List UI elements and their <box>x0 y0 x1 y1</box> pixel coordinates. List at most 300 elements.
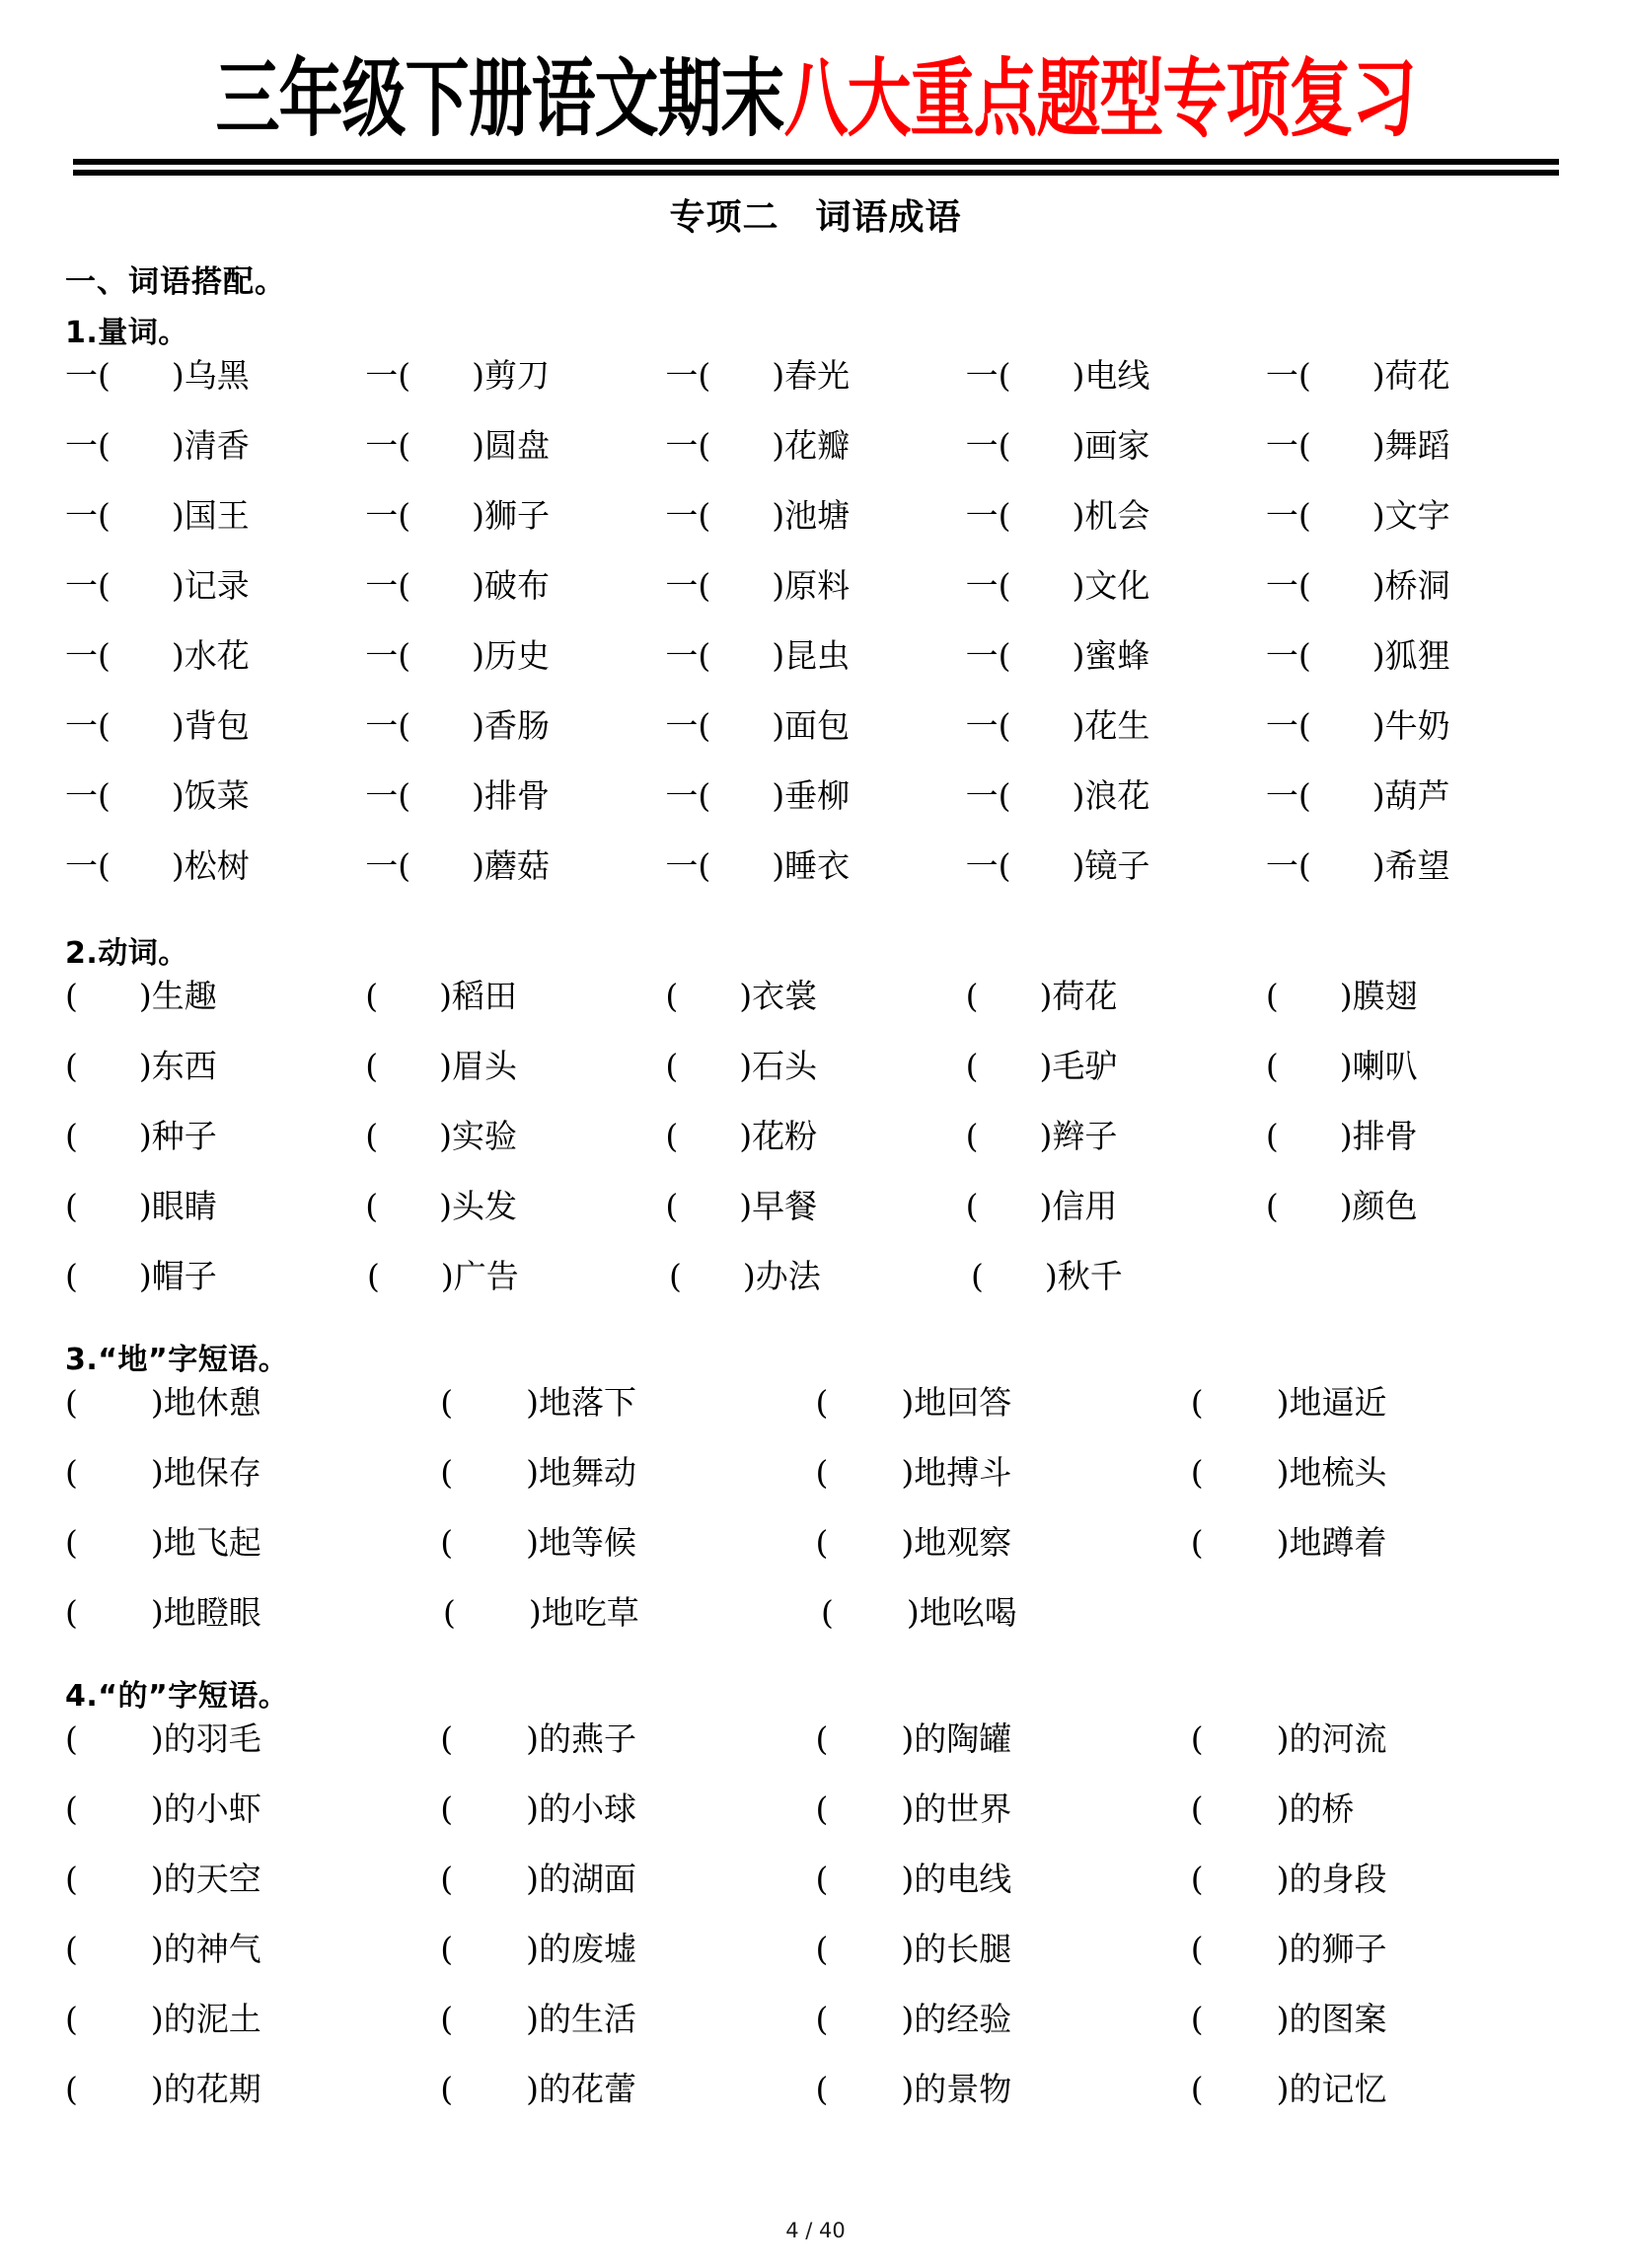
answer-blank-item[interactable] <box>669 1256 971 1295</box>
answer-blank-item[interactable] <box>1265 425 1566 465</box>
answer-blank-item[interactable] <box>1265 1046 1566 1085</box>
blank-suffix: ) <box>171 425 185 465</box>
blank-prefix: ( <box>1265 1186 1279 1225</box>
blank-prefix: 一( <box>1265 565 1311 605</box>
subtitle: 专项二 词语成语 <box>669 197 962 238</box>
blank-suffix: ) <box>1072 845 1085 885</box>
blank-prefix: ( <box>1190 1382 1204 1422</box>
answer-blank-item[interactable] <box>965 705 1266 745</box>
blank-suffix: ) <box>1072 425 1085 465</box>
blank-prefix: ( <box>1190 1929 1204 1968</box>
blank-suffix: )的 <box>526 1859 571 1898</box>
blank-suffix: ) <box>472 565 484 605</box>
answer-blank-item[interactable] <box>965 495 1266 535</box>
answer-blank-item[interactable] <box>665 775 965 815</box>
answer-word: 喇叭 <box>1352 1046 1418 1085</box>
blank-suffix: )的 <box>526 1929 571 1968</box>
answer-blank-item[interactable] <box>365 705 665 745</box>
answer-word: 瞪眼 <box>195 1592 261 1632</box>
blank-suffix: )地 <box>906 1592 952 1632</box>
blank-suffix: ) <box>171 495 185 535</box>
answer-blank-item[interactable] <box>665 635 965 675</box>
answer-blank-item[interactable] <box>965 565 1266 605</box>
blank-prefix: 一( <box>65 635 111 675</box>
answer-blank-item[interactable] <box>443 1592 821 1632</box>
blank-suffix: ) <box>138 976 152 1015</box>
blank-suffix: )地 <box>526 1522 571 1562</box>
answer-word: 羽毛 <box>195 1719 261 1758</box>
answer-blank-item[interactable] <box>365 845 665 885</box>
blank-suffix: ) <box>171 705 185 745</box>
blank-prefix: ( <box>365 1116 379 1155</box>
blank-prefix: ( <box>821 1592 834 1632</box>
answer-blank-item[interactable] <box>815 1859 1191 1898</box>
answer-word: 桥 <box>1321 1789 1355 1828</box>
answer-blank-item[interactable] <box>365 1116 665 1155</box>
blank-prefix: ( <box>440 1719 454 1758</box>
answer-blank-item[interactable] <box>1265 1186 1566 1225</box>
group-liangci <box>65 317 1566 919</box>
answer-blank-item[interactable] <box>965 1116 1266 1155</box>
blank-prefix: ( <box>65 1256 78 1295</box>
blank-prefix: ( <box>1190 1452 1204 1492</box>
answer-word: 飞起 <box>195 1522 261 1562</box>
group-grid <box>65 1719 1566 2143</box>
blank-prefix: 一( <box>665 355 711 395</box>
blank-prefix: 一( <box>665 495 711 535</box>
answer-blank-item[interactable] <box>65 1116 365 1155</box>
blank-suffix: )的 <box>526 2069 571 2108</box>
answer-row <box>65 1186 1566 1260</box>
answer-blank-item[interactable] <box>965 635 1266 675</box>
group-heading: 3.“地”字短语。 <box>65 1342 289 1377</box>
blank-prefix: ( <box>365 976 379 1015</box>
blank-prefix: 一( <box>365 635 411 675</box>
answer-word: 梳头 <box>1321 1452 1387 1492</box>
answer-blank-item[interactable] <box>65 1859 440 1898</box>
answer-blank-item[interactable] <box>1265 355 1566 395</box>
blank-suffix: ) <box>1372 355 1385 395</box>
answer-blank-item[interactable] <box>1190 1719 1566 1758</box>
answer-blank-item[interactable] <box>1190 2069 1566 2108</box>
blank-suffix: )的 <box>526 1719 571 1758</box>
answer-blank-item[interactable] <box>665 845 965 885</box>
answer-blank-item[interactable] <box>1265 976 1566 1015</box>
blank-suffix: )地 <box>526 1452 571 1492</box>
answer-word: 天空 <box>195 1859 261 1898</box>
answer-word: 花蕾 <box>571 2069 636 2108</box>
blank-suffix: ) <box>472 845 484 885</box>
answer-word: 衣裳 <box>752 976 818 1015</box>
answer-blank-item[interactable] <box>665 705 965 745</box>
blank-suffix: ) <box>138 1256 152 1295</box>
answer-blank-item[interactable] <box>365 425 665 465</box>
blank-prefix: 一( <box>365 565 411 605</box>
page-title-black-part: 三年级下册语文期末 <box>215 50 784 149</box>
blank-suffix: ) <box>1372 635 1385 675</box>
answer-word: 河流 <box>1321 1719 1387 1758</box>
answer-blank-item[interactable] <box>440 1382 815 1422</box>
answer-word: 电线 <box>1084 355 1150 395</box>
answer-blank-item[interactable] <box>65 565 365 605</box>
blank-prefix: 一( <box>365 425 411 465</box>
answer-blank-item[interactable] <box>440 1859 815 1898</box>
answer-blank-item[interactable] <box>65 1789 440 1828</box>
answer-blank-item[interactable] <box>971 1256 1273 1295</box>
blank-suffix: ) <box>1044 1256 1058 1295</box>
answer-blank-item[interactable] <box>440 1999 815 2038</box>
answer-blank-item[interactable] <box>665 355 965 395</box>
answer-blank-item[interactable] <box>65 1522 440 1562</box>
answer-blank-item[interactable] <box>1190 1999 1566 2038</box>
answer-blank-item[interactable] <box>1265 495 1566 535</box>
answer-word: 垂柳 <box>784 775 851 815</box>
answer-word: 湖面 <box>571 1859 636 1898</box>
answer-blank-item[interactable] <box>1190 1382 1566 1422</box>
answer-blank-item[interactable] <box>1265 705 1566 745</box>
title-underline-bottom <box>73 170 1559 176</box>
answer-blank-item[interactable] <box>1265 565 1566 605</box>
blank-prefix: ( <box>65 1929 78 1968</box>
answer-word: 帽子 <box>151 1256 217 1295</box>
answer-blank-item[interactable] <box>65 425 365 465</box>
blank-suffix: ) <box>1339 1186 1353 1225</box>
blank-suffix: )的 <box>150 1859 196 1898</box>
answer-row <box>65 1046 1566 1120</box>
answer-blank-item[interactable] <box>440 1522 815 1562</box>
blank-prefix: ( <box>440 1452 454 1492</box>
group-heading: 4.“的”字短语。 <box>65 1678 289 1714</box>
answer-word: 逼近 <box>1321 1382 1387 1422</box>
answer-row <box>65 1929 1566 2003</box>
blank-suffix: ) <box>171 635 185 675</box>
answer-word: 蹲着 <box>1321 1522 1387 1562</box>
blank-suffix: ) <box>439 1186 452 1225</box>
blank-suffix: ) <box>1072 355 1085 395</box>
blank-prefix: ( <box>65 1522 78 1562</box>
answer-blank-item[interactable] <box>65 635 365 675</box>
blank-prefix: 一( <box>665 565 711 605</box>
blank-suffix: ) <box>1339 1116 1353 1155</box>
answer-word: 头发 <box>451 1186 517 1225</box>
answer-word: 荷花 <box>1052 976 1118 1015</box>
answer-word: 信用 <box>1052 1186 1118 1225</box>
answer-row <box>65 495 1566 569</box>
blank-prefix: 一( <box>65 355 111 395</box>
answer-word: 破布 <box>483 565 550 605</box>
answer-blank-item[interactable] <box>65 775 365 815</box>
blank-prefix: ( <box>665 976 679 1015</box>
answer-word: 荷花 <box>1384 355 1450 395</box>
blank-suffix: ) <box>1372 425 1385 465</box>
group-grid <box>65 1382 1566 1666</box>
answer-blank-item[interactable] <box>365 976 665 1015</box>
blank-prefix: 一( <box>665 775 711 815</box>
blank-suffix: )的 <box>526 1999 571 2038</box>
blank-suffix: ) <box>472 355 484 395</box>
blank-suffix: ) <box>1372 705 1385 745</box>
answer-word: 国王 <box>184 495 250 535</box>
answer-word: 稻田 <box>451 976 517 1015</box>
answer-word: 松树 <box>184 845 250 885</box>
answer-blank-item[interactable] <box>815 1789 1191 1828</box>
blank-prefix: ( <box>1190 1522 1204 1562</box>
answer-word: 泥土 <box>195 1999 261 2038</box>
answer-blank-item[interactable] <box>1265 1116 1566 1155</box>
answer-word: 记录 <box>184 565 250 605</box>
answer-blank-item[interactable] <box>1265 635 1566 675</box>
answer-blank-item[interactable] <box>440 1929 815 1968</box>
answer-blank-item[interactable] <box>665 1186 965 1225</box>
blank-suffix: ) <box>138 1046 152 1085</box>
answer-blank-item[interactable] <box>965 976 1266 1015</box>
blank-suffix: )的 <box>901 2069 947 2108</box>
blank-prefix: ( <box>65 1999 78 2038</box>
answer-row <box>65 1859 1566 1933</box>
answer-blank-item[interactable] <box>815 1382 1191 1422</box>
answer-word: 历史 <box>483 635 550 675</box>
blank-suffix: )地 <box>1276 1452 1322 1492</box>
blank-prefix: ( <box>65 1719 78 1758</box>
answer-word: 生活 <box>571 1999 636 2038</box>
answer-blank-item[interactable] <box>815 1452 1191 1492</box>
answer-blank-item[interactable] <box>440 1452 815 1492</box>
blank-suffix: ) <box>772 565 785 605</box>
blank-prefix: 一( <box>965 425 1011 465</box>
answer-word: 排骨 <box>483 775 550 815</box>
answer-blank-item[interactable] <box>965 355 1266 395</box>
answer-blank-item[interactable] <box>440 2069 815 2108</box>
answer-blank-item[interactable] <box>665 565 965 605</box>
answer-blank-item[interactable] <box>365 635 665 675</box>
blank-prefix: ( <box>669 1256 682 1295</box>
answer-blank-item[interactable] <box>815 1929 1191 1968</box>
answer-blank-item[interactable] <box>65 1046 365 1085</box>
blank-prefix: ( <box>440 1522 454 1562</box>
blank-suffix: ) <box>739 1046 753 1085</box>
blank-prefix: 一( <box>65 775 111 815</box>
blank-prefix: 一( <box>65 495 111 535</box>
answer-row <box>65 1382 1566 1456</box>
answer-blank-item[interactable] <box>440 1789 815 1828</box>
blank-prefix: 一( <box>1265 495 1311 535</box>
answer-blank-item[interactable] <box>1265 845 1566 885</box>
blank-prefix: ( <box>1190 1789 1204 1828</box>
answer-blank-item[interactable] <box>65 2069 440 2108</box>
blank-prefix: 一( <box>965 565 1011 605</box>
answer-blank-item[interactable] <box>1190 1522 1566 1562</box>
answer-word: 图案 <box>1321 1999 1387 2038</box>
blank-prefix: ( <box>815 1929 829 1968</box>
answer-word: 早餐 <box>752 1186 818 1225</box>
blank-suffix: ) <box>1339 1046 1353 1085</box>
blank-suffix: ) <box>1039 976 1053 1015</box>
group-heading: 2.动词。 <box>65 935 188 971</box>
answer-word: 文化 <box>1084 565 1150 605</box>
blank-suffix: ) <box>772 355 785 395</box>
answer-word: 燕子 <box>571 1719 636 1758</box>
blank-suffix: ) <box>472 425 484 465</box>
answer-blank-item[interactable] <box>815 1719 1191 1758</box>
answer-blank-item[interactable] <box>365 775 665 815</box>
answer-word: 废墟 <box>571 1929 636 1968</box>
answer-word: 春光 <box>784 355 851 395</box>
blank-prefix: ( <box>965 1186 979 1225</box>
answer-word: 香肠 <box>483 705 550 745</box>
answer-word: 毛驴 <box>1052 1046 1118 1085</box>
blank-suffix: )的 <box>1276 1999 1322 2038</box>
answer-blank-item[interactable] <box>65 495 365 535</box>
answer-blank-item[interactable] <box>65 1382 440 1422</box>
blank-suffix: )的 <box>150 1929 196 1968</box>
blank-suffix: )地 <box>528 1592 574 1632</box>
answer-word: 花粉 <box>752 1116 818 1155</box>
answer-blank-item[interactable] <box>965 845 1266 885</box>
answer-blank-item[interactable] <box>815 2069 1191 2108</box>
answer-blank-item[interactable] <box>665 976 965 1015</box>
answer-blank-item[interactable] <box>1190 1929 1566 1968</box>
answer-blank-item[interactable] <box>365 355 665 395</box>
answer-word: 狮子 <box>1321 1929 1387 1968</box>
answer-blank-item[interactable] <box>65 355 365 395</box>
answer-blank-item[interactable] <box>65 976 365 1015</box>
answer-blank-item[interactable] <box>65 1186 365 1225</box>
answer-row <box>65 705 1566 779</box>
blank-suffix: )地 <box>901 1452 947 1492</box>
answer-word: 吆喝 <box>951 1592 1017 1632</box>
blank-suffix: ) <box>472 775 484 815</box>
answer-word: 广告 <box>453 1256 519 1295</box>
answer-word: 小球 <box>571 1789 636 1828</box>
answer-blank-item[interactable] <box>965 425 1266 465</box>
answer-blank-item[interactable] <box>365 495 665 535</box>
blank-suffix: ) <box>439 1116 452 1155</box>
blank-suffix: ) <box>772 705 785 745</box>
answer-blank-item[interactable] <box>65 1452 440 1492</box>
blank-suffix: ) <box>171 775 185 815</box>
answer-blank-item[interactable] <box>65 1999 440 2038</box>
answer-row <box>65 1452 1566 1526</box>
group-dongci <box>65 937 1566 1330</box>
blank-suffix: ) <box>1039 1116 1053 1155</box>
answer-word: 舞蹈 <box>1384 425 1450 465</box>
answer-word: 办法 <box>755 1256 821 1295</box>
blank-prefix: ( <box>965 976 979 1015</box>
group-grid <box>65 355 1566 919</box>
answer-blank-item[interactable] <box>365 1046 665 1085</box>
answer-blank-item[interactable] <box>665 495 965 535</box>
answer-word: 狮子 <box>483 495 550 535</box>
answer-blank-item[interactable] <box>965 775 1266 815</box>
answer-row <box>65 1592 1566 1666</box>
answer-word: 原料 <box>784 565 851 605</box>
answer-word: 生趣 <box>151 976 217 1015</box>
blank-prefix: 一( <box>965 705 1011 745</box>
blank-prefix: 一( <box>665 705 711 745</box>
blank-prefix: ( <box>965 1116 979 1155</box>
answer-blank-item[interactable] <box>365 1186 665 1225</box>
answer-blank-item[interactable] <box>365 565 665 605</box>
answer-row <box>65 425 1566 499</box>
answer-word: 花瓣 <box>784 425 851 465</box>
answer-word: 狐狸 <box>1384 635 1450 675</box>
blank-prefix: 一( <box>1265 635 1311 675</box>
answer-row <box>65 1719 1566 1792</box>
blank-suffix: ) <box>138 1186 152 1225</box>
blank-prefix: ( <box>443 1592 456 1632</box>
blank-prefix: ( <box>65 1046 78 1085</box>
answer-word: 等候 <box>571 1522 636 1562</box>
blank-prefix: 一( <box>1265 705 1311 745</box>
answer-word: 神气 <box>195 1929 261 1968</box>
answer-word: 文字 <box>1384 495 1450 535</box>
answer-blank-item[interactable] <box>1265 775 1566 815</box>
answer-word: 希望 <box>1384 845 1450 885</box>
blank-suffix: )的 <box>1276 1929 1322 1968</box>
answer-blank-item[interactable] <box>65 1256 367 1295</box>
answer-word: 世界 <box>946 1789 1012 1828</box>
blank-suffix: )地 <box>901 1522 947 1562</box>
page-title-red-part: 八大重点题型专项复习 <box>783 50 1416 149</box>
answer-blank-item[interactable] <box>65 1929 440 1968</box>
answer-blank-item[interactable] <box>665 425 965 465</box>
answer-blank-item[interactable] <box>815 1522 1191 1562</box>
answer-blank-item[interactable] <box>1190 1452 1566 1492</box>
answer-blank-item[interactable] <box>665 1046 965 1085</box>
answer-row <box>65 845 1566 919</box>
blank-suffix: )的 <box>901 1719 947 1758</box>
title-double-underline <box>73 159 1559 176</box>
answer-blank-item[interactable] <box>65 1592 443 1632</box>
blank-prefix: 一( <box>665 425 711 465</box>
blank-prefix: 一( <box>65 425 111 465</box>
answer-word: 落下 <box>571 1382 636 1422</box>
blank-prefix: ( <box>815 2069 829 2108</box>
answer-blank-item[interactable] <box>965 1186 1266 1225</box>
answer-word: 花生 <box>1084 705 1150 745</box>
blank-prefix: ( <box>1190 1719 1204 1758</box>
blank-prefix: ( <box>815 1999 829 2038</box>
answer-blank-item[interactable] <box>665 1116 965 1155</box>
answer-blank-item[interactable] <box>367 1256 669 1295</box>
answer-blank-item[interactable] <box>65 705 365 745</box>
answer-blank-item[interactable] <box>440 1719 815 1758</box>
answer-word: 长腿 <box>946 1929 1012 1968</box>
answer-word: 陶罐 <box>946 1719 1012 1758</box>
blank-suffix: )地 <box>150 1452 196 1492</box>
blank-prefix: ( <box>65 1592 78 1632</box>
answer-blank-item[interactable] <box>65 845 365 885</box>
answer-blank-item[interactable] <box>821 1592 1199 1632</box>
blank-suffix: ) <box>1072 495 1085 535</box>
page-title-wrap <box>65 0 1566 149</box>
blank-prefix: ( <box>440 1929 454 1968</box>
answer-blank-item[interactable] <box>1190 1789 1566 1828</box>
answer-blank-item[interactable] <box>965 1046 1266 1085</box>
answer-blank-item[interactable] <box>65 1719 440 1758</box>
blank-suffix: )的 <box>1276 1859 1322 1898</box>
answer-blank-item[interactable] <box>1190 1859 1566 1898</box>
blank-prefix: ( <box>815 1789 829 1828</box>
blank-suffix: ) <box>472 495 484 535</box>
group-grid <box>65 976 1566 1330</box>
blank-suffix: )的 <box>1276 1789 1322 1828</box>
blank-suffix: )的 <box>901 1999 947 2038</box>
answer-word: 圆盘 <box>483 425 550 465</box>
blank-prefix: ( <box>440 1789 454 1828</box>
answer-blank-item[interactable] <box>815 1999 1191 2038</box>
answer-row <box>65 976 1566 1050</box>
